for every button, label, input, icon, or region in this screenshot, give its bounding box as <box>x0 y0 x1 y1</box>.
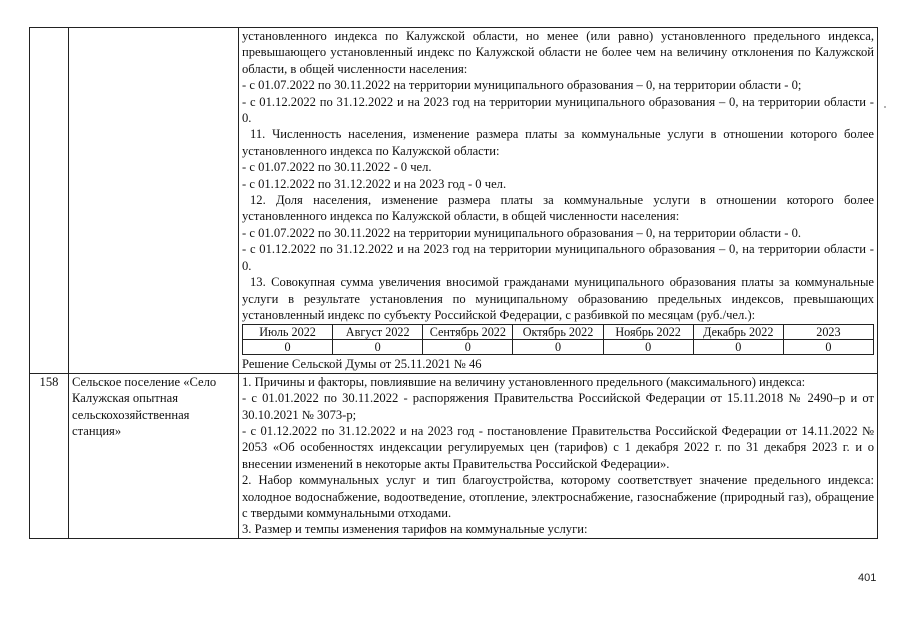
indices-table <box>29 27 878 539</box>
paragraph: 3. Размер и темпы изменения тарифов на коммунальные услуги: <box>242 522 588 537</box>
paragraph: - с 01.01.2022 по 30.11.2022 - распоряжения Правительства Российской Федерации от 15.11.2018 № 2490–р и от 30.10.2021 № 3073-р; <box>242 391 874 422</box>
month-header: Декабрь 2022 <box>693 325 783 340</box>
month-header: Июль 2022 <box>243 325 333 340</box>
month-value: 0 <box>333 340 423 355</box>
paragraph: - с 01.12.2022 по 31.12.2022 и на 2023 год - постановление Правительства Российской Федерации от 14.11.2022 № 2053 «Об особенностях индексации регулируемых цен (тарифов) с 1 декабря 2022 г. по 31 декабря 2023 г. и о внесении изменений в некоторые акты Правительства Российской Федерации». <box>242 423 874 471</box>
paragraph: - с 01.07.2022 по 30.11.2022 на территории муниципального образования – 0, на территории области - 0. <box>242 225 802 240</box>
row-number-cell: 158 <box>30 373 69 538</box>
paragraph: 13. Совокупная сумма увеличения вносимой гражданами муниципального образования платы за коммунальные услуги в результате установления по муниципальному образованию предельных индексов, превышающих установленный индекс по субъекту Российской Федерации, с разбивкой по месяцам (руб./чел.): <box>242 275 874 322</box>
paragraph: - с 01.07.2022 по 30.11.2022 - 0 чел. <box>242 160 432 175</box>
month-value: 0 <box>243 340 333 355</box>
page-number: 401 <box>858 572 877 584</box>
paragraph: - с 01.12.2022 по 31.12.2022 и на 2023 год - 0 чел. <box>242 176 507 191</box>
row-content-cell <box>239 373 878 538</box>
month-header: Октябрь 2022 <box>513 325 603 340</box>
municipality-name-cell: Сельское поселение «Село Калужская опытная сельскохозяйственная станция» <box>69 373 239 538</box>
paragraph: 11. Численность населения, изменение размера платы за коммунальные услуги в отношении которого более установленного индекса по Калужской области: <box>242 127 874 158</box>
months-value-row <box>243 340 874 355</box>
paragraph: 2. Набор коммунальных услуг и тип благоустройства, которому соответствует значение предельного индекса: холодное водоснабжение, водоотведение, отопление, электроснабжение, газоснабжение (природный газ), обращение с твердыми коммунальными отходами. <box>242 473 874 520</box>
month-header: Сентябрь 2022 <box>423 325 513 340</box>
decision-reference: Решение Сельской Думы от 25.11.2021 № 46 <box>242 357 482 372</box>
table-row <box>30 373 878 538</box>
monthly-increase-table <box>242 324 874 355</box>
row-number-cell <box>30 28 69 374</box>
paragraph: 12. Доля населения, изменение размера платы за коммунальные услуги в отношении которого более установленного индекса по Калужской области, в общей численности населения: <box>242 193 874 224</box>
paragraph: установленного индекса по Калужской области, но менее (или равно) установленного предельного индекса, превышающего установленный индекс по Калужской области не более чем на величину отклонения по Калужской области, в общей численности населения: <box>242 29 874 76</box>
municipality-name-cell <box>69 28 239 374</box>
paragraph: - с 01.12.2022 по 31.12.2022 и на 2023 год на территории муниципального образования – 0, на территории области - 0. <box>242 94 874 126</box>
month-value: 0 <box>603 340 693 355</box>
month-value: 0 <box>513 340 603 355</box>
paragraph: - с 01.07.2022 по 30.11.2022 на территории муниципального образования – 0, на территории области - 0; <box>242 78 802 93</box>
month-header: Август 2022 <box>333 325 423 340</box>
scan-speck <box>884 106 886 108</box>
month-value: 0 <box>423 340 513 355</box>
table-row <box>30 28 878 374</box>
paragraph: 1. Причины и факторы, повлиявшие на величину установленного предельного (максимального) индекса: <box>242 374 806 389</box>
paragraph: - с 01.12.2022 по 31.12.2022 и на 2023 год на территории муниципального образования – 0, на территории области - 0. <box>242 242 874 273</box>
month-value: 0 <box>693 340 783 355</box>
row-content-cell <box>239 28 878 374</box>
month-header: Ноябрь 2022 <box>603 325 693 340</box>
month-header: 2023 <box>783 325 873 340</box>
month-value: 0 <box>783 340 873 355</box>
months-header-row <box>243 325 874 340</box>
